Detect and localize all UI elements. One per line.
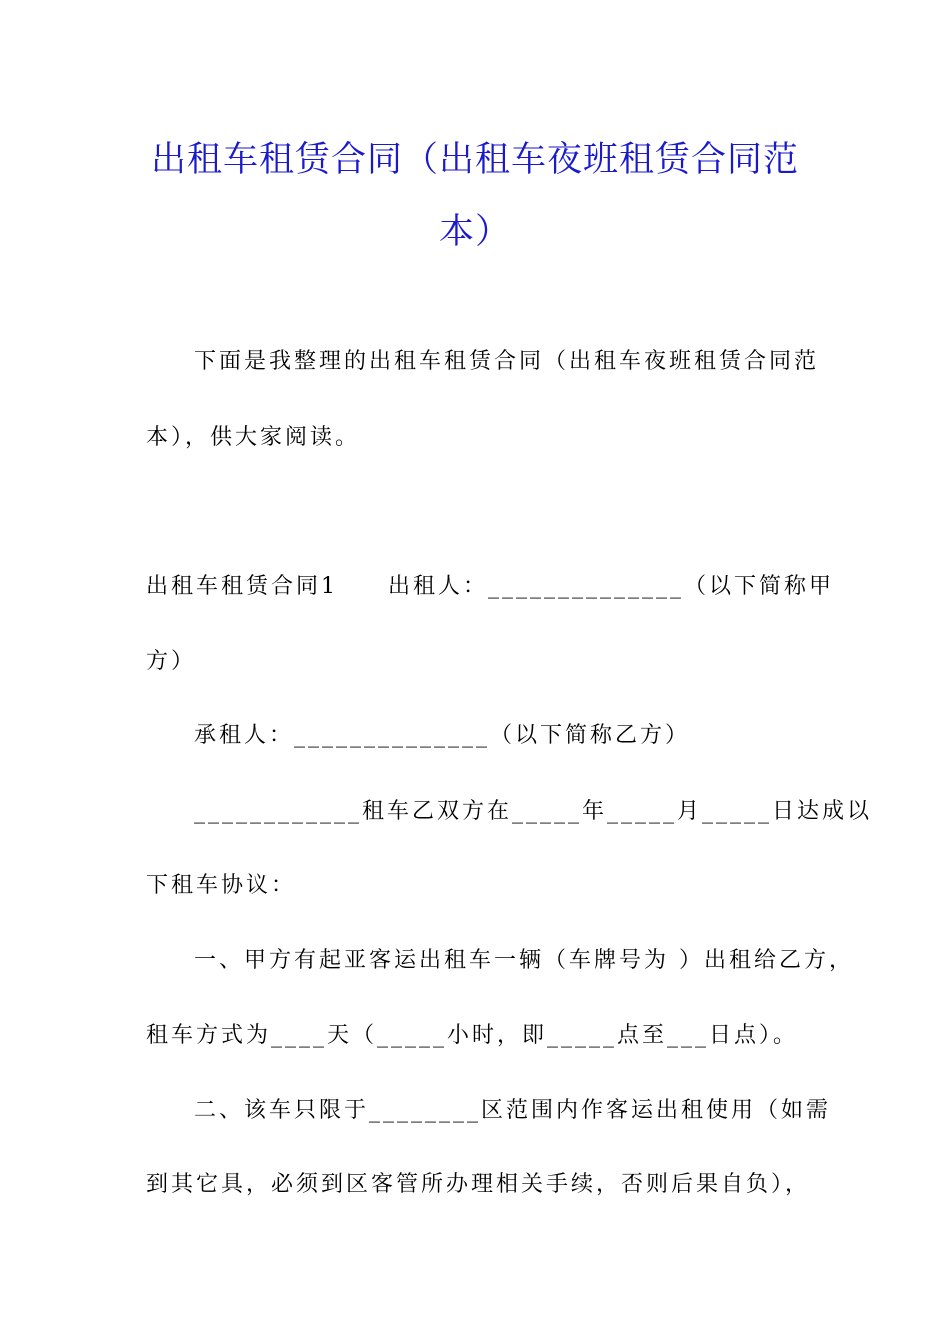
paragraph-line: 下面是我整理的出租车租赁合同（出租车夜班租赁合同范 xyxy=(194,349,820,374)
paragraph-line: 一、甲方有起亚客运出租车一辆（车牌号为 ）出租给乙方， xyxy=(194,948,854,973)
paragraph-line: 出租车租赁合同1 出租人：______________（以下简称甲 xyxy=(146,574,834,599)
paragraph-line: ____________租车乙双方在_____年_____月_____日达成以 xyxy=(194,799,873,824)
paragraph-line: 二、该车只限于________区范围内作客运出租使用（如需 xyxy=(194,1098,832,1123)
paragraph-line: 下租车协议： xyxy=(146,873,297,898)
paragraph-line: 到其它具，必须到区客管所办理相关手续，否则后果自负）， xyxy=(146,1172,811,1197)
paragraph-line: 本），供大家阅读。 xyxy=(146,425,361,450)
paragraph-line: 方） xyxy=(146,649,197,674)
paragraph-line: 租车方式为____天（_____小时，即_____点至___日点）。 xyxy=(146,1023,799,1048)
document-title-line-2: 本） xyxy=(438,212,511,252)
document-title-line-1: 出租车租赁合同（出租车夜班租赁合同范 xyxy=(150,140,799,180)
paragraph-line: 承租人：______________（以下简称乙方） xyxy=(194,723,691,748)
